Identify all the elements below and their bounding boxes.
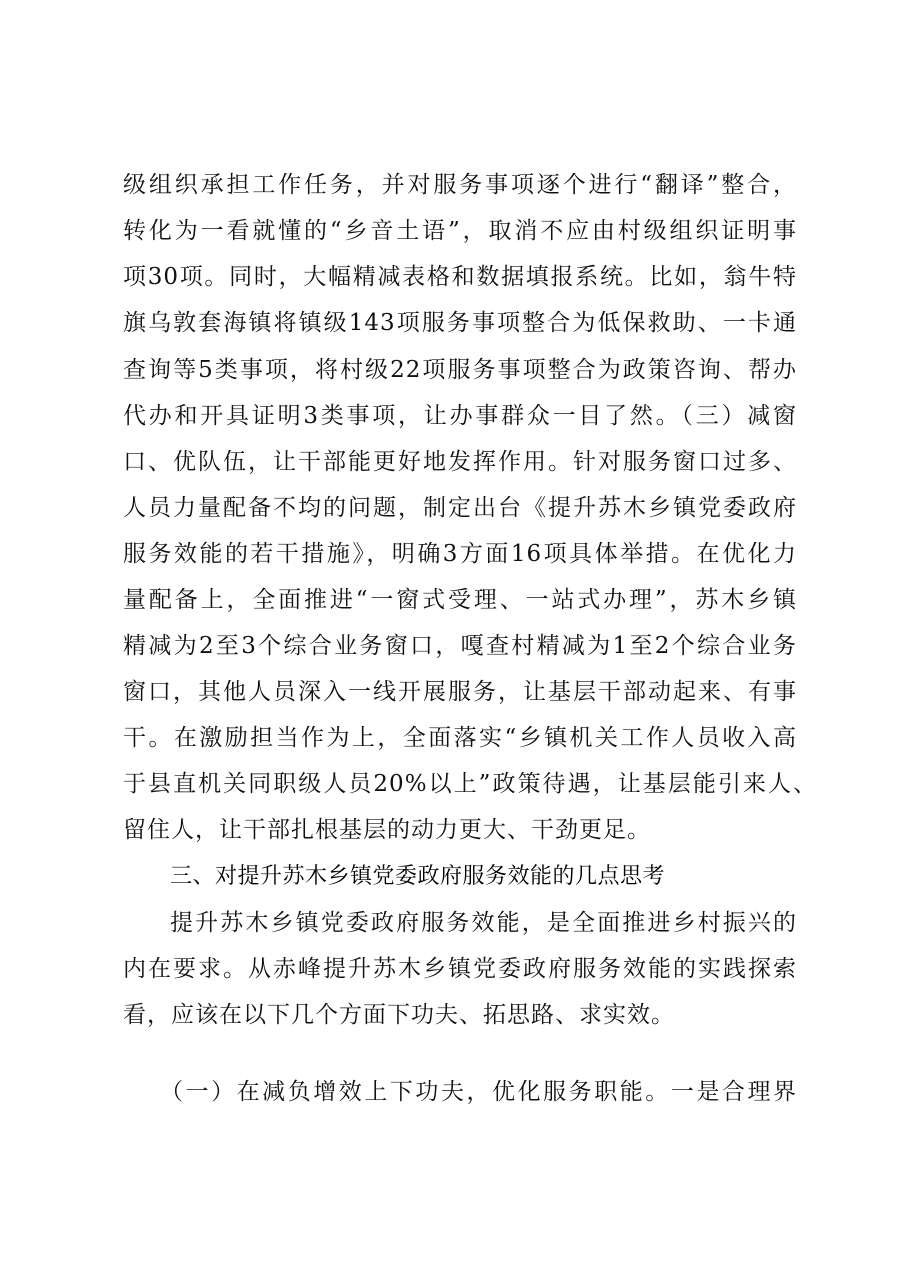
text-line: 查询等5类事项，将村级22项服务事项整合为政策咨询、帮办 (123, 357, 797, 383)
text-line: 转化为一看就懂的“乡音土语”，取消不应由村级组织证明事 (123, 218, 797, 244)
text-line: 项30项。同时，大幅精减表格和数据填报系统。比如，翁牛特 (123, 264, 797, 290)
text-line: 看，应该在以下几个方面下功夫、拓思路、求实效。 (123, 1002, 675, 1028)
text-line: 级组织承担工作任务，并对服务事项逐个进行“翻译”整合， (123, 172, 797, 198)
text-line: 人员力量配备不均的问题，制定出台《提升苏木乡镇党委政府 (123, 495, 797, 521)
text-line: 窗口，其他人员深入一线开展服务，让基层干部动起来、有事 (123, 679, 797, 705)
text-line: 精减为2至3个综合业务窗口，嘎查村精减为1至2个综合业务 (123, 633, 797, 659)
text-line: 内在要求。从赤峰提升苏木乡镇党委政府服务效能的实践探索 (123, 956, 797, 982)
text-line: （一）在减负增效上下功夫，优化服务职能。一是合理界 (160, 1079, 797, 1105)
text-line: 干。在激励担当作为上，全面落实“乡镇机关工作人员收入高 (123, 725, 797, 751)
text-line: 口、优队伍，让干部能更好地发挥作用。针对服务窗口过多、 (123, 449, 797, 475)
text-line: 于县直机关同职级人员20%以上”政策待遇，让基层能引来人、 (123, 771, 817, 797)
text-line: 留住人，让干部扎根基层的动力更大、干劲更足。 (123, 817, 651, 843)
text-line: 旗乌敦套海镇将镇级143项服务事项整合为低保救助、一卡通 (123, 310, 797, 336)
section-heading: 三、对提升苏木乡镇党委政府服务效能的几点思考 (170, 864, 666, 889)
text-line: 提升苏木乡镇党委政府服务效能，是全面推进乡村振兴的 (170, 910, 797, 936)
text-line: 代办和开具证明3类事项，让办事群众一目了然。（三）减窗 (123, 403, 797, 429)
text-line: 服务效能的若干措施》，明确3方面16项具体举措。在优化力 (123, 541, 797, 567)
text-line: 量配备上，全面推进“一窗式受理、一站式办理”，苏木乡镇 (123, 587, 797, 613)
